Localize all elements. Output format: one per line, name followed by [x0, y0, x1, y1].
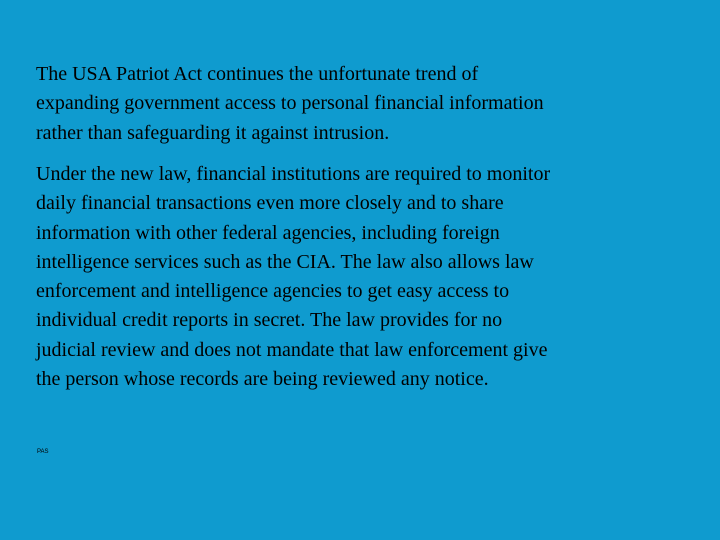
body-paragraph: Under the new law, financial institutions are required to monitor daily financial transactions even more closely and to share information with other federal agencies, including foreign intelligence services such as the CIA. The law also allows law enforcement and intelligence agencies to get easy access to individual credit reports in secret. The law provides for no judicial review and does not mandate that law enforcement give the person whose records are being reviewed any notice.	[36, 163, 551, 391]
footer-label: PAS	[37, 449, 49, 455]
intro-paragraph: The USA Patriot Act continues the unfortunate trend of expanding government access to personal financial information rather than safeguarding it against intrusion.	[36, 63, 544, 144]
